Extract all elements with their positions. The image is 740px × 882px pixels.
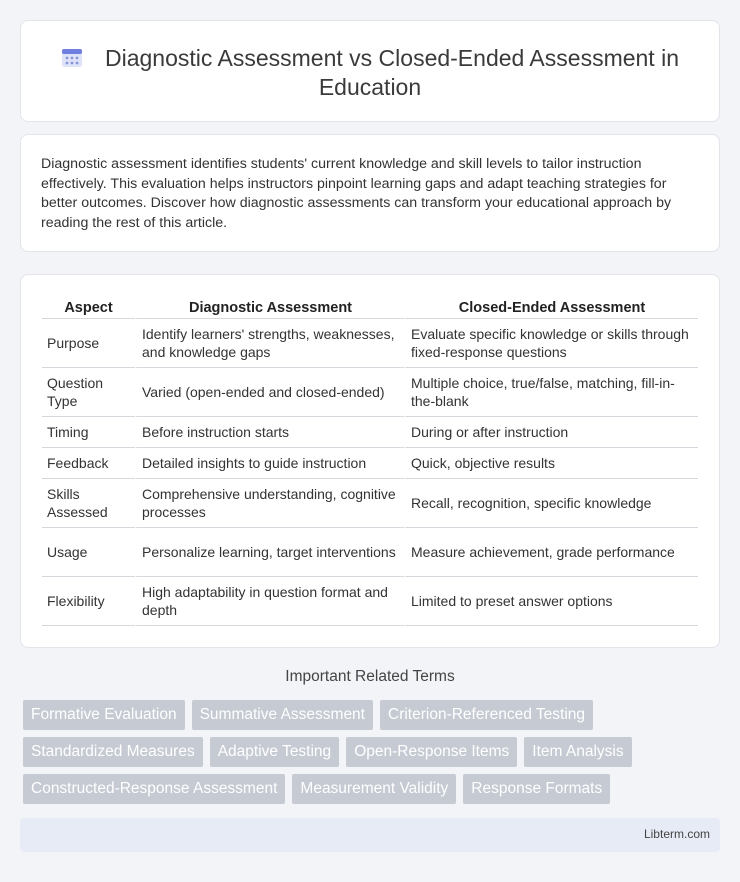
tag-open-response-items[interactable]: Open-Response Items [346, 737, 517, 767]
calendar-icon [61, 46, 83, 68]
tag-adaptive-testing[interactable]: Adaptive Testing [210, 737, 339, 767]
table-row [42, 528, 698, 577]
row-diagnostic: Identify learners' strengths, weaknesses, and knowledge gaps [135, 319, 404, 368]
header-closed-ended: Closed-Ended Assessment [404, 297, 698, 319]
footer [20, 818, 720, 852]
footer-site-link[interactable]: Libterm.com [643, 827, 710, 841]
title-card [20, 20, 720, 122]
row-closed-ended: During or after instruction [404, 417, 698, 448]
row-aspect: Question Type [42, 368, 135, 417]
row-aspect: Timing [42, 417, 135, 448]
row-diagnostic: Detailed insights to guide instruction [135, 448, 404, 479]
row-closed-ended: Recall, recognition, specific knowledge [404, 479, 698, 528]
row-diagnostic: Comprehensive understanding, cognitive processes [135, 479, 404, 528]
tag-measurement-validity[interactable]: Measurement Validity [292, 774, 456, 804]
tag-constructed-response-assessment[interactable]: Constructed-Response Assessment [23, 774, 285, 804]
row-aspect: Flexibility [42, 577, 135, 626]
table-row [42, 479, 698, 528]
table-header-row [42, 297, 698, 319]
row-aspect: Usage [42, 528, 135, 577]
row-closed-ended: Measure achievement, grade performance [404, 528, 698, 577]
table-row [42, 319, 698, 368]
row-aspect: Skills Assessed [42, 479, 135, 528]
tag-criterion-referenced-testing[interactable]: Criterion-Referenced Testing [380, 700, 593, 730]
related-terms-list [23, 700, 723, 811]
tag-item-analysis[interactable]: Item Analysis [524, 737, 631, 767]
page-title: Diagnostic Assessment vs Closed-Ended Assessment in Education [105, 45, 679, 100]
table-row [42, 368, 698, 417]
row-diagnostic: High adaptability in question format and depth [135, 577, 404, 626]
row-diagnostic: Personalize learning, target interventions [135, 528, 404, 577]
header-diagnostic: Diagnostic Assessment [135, 297, 404, 319]
page-title-wrap [21, 44, 719, 102]
row-closed-ended: Quick, objective results [404, 448, 698, 479]
row-diagnostic: Before instruction starts [135, 417, 404, 448]
comparison-card [20, 274, 720, 648]
table-row [42, 577, 698, 626]
intro-card [20, 134, 720, 252]
tag-standardized-measures[interactable]: Standardized Measures [23, 737, 203, 767]
tag-row [23, 774, 723, 804]
tag-row [23, 737, 723, 767]
row-closed-ended: Limited to preset answer options [404, 577, 698, 626]
table-row [42, 417, 698, 448]
comparison-table [42, 297, 698, 626]
tag-summative-assessment[interactable]: Summative Assessment [192, 700, 373, 730]
header-aspect: Aspect [42, 297, 135, 319]
row-diagnostic: Varied (open-ended and closed-ended) [135, 368, 404, 417]
row-aspect: Purpose [42, 319, 135, 368]
row-closed-ended: Multiple choice, true/false, matching, fill-in-the-blank [404, 368, 698, 417]
tag-row [23, 700, 723, 730]
tag-formative-evaluation[interactable]: Formative Evaluation [23, 700, 185, 730]
related-terms-heading: Important Related Terms [285, 668, 455, 685]
row-aspect: Feedback [42, 448, 135, 479]
table-row [42, 448, 698, 479]
row-closed-ended: Evaluate specific knowledge or skills through fixed-response questions [404, 319, 698, 368]
tag-response-formats[interactable]: Response Formats [463, 774, 610, 804]
intro-paragraph: Diagnostic assessment identifies students' current knowledge and skill levels to tailor instruction effectively. This evaluation helps instructors pinpoint learning gaps and adapt teaching strategies for better outcomes. Discover how diagnostic assessments can transform your educational approach by reading the rest of this article. [41, 156, 672, 231]
